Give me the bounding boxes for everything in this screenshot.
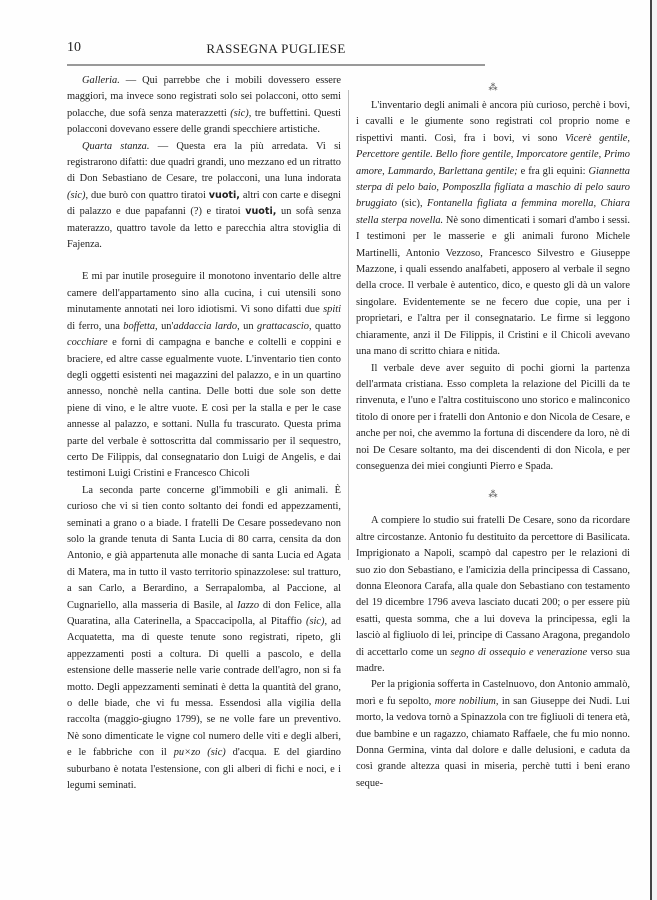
page-header bbox=[67, 40, 485, 60]
right-column bbox=[356, 98, 630, 792]
paragraph-quarta-stanza: Quarta stanza. — Questa era la più arredata. Vi si registrarono difatti: due quadri grandi, uno mezzano ed un ritratto di Don Sebastiano de Cesare, tre polacconi, una luna indorata (sic), due burò con quattro tiratoi vuoti, altri con carte e disegni di palazzo e due papafanni (?) e tiratoi vuoti, un sofà senza materazzo, quattro tavole da letto e parecchia altra stoviglia di Fajenza. bbox=[67, 140, 341, 251]
section-head-galleria: Galleria. bbox=[82, 75, 120, 86]
section-separator-asterism: ⁂ bbox=[488, 489, 498, 500]
paragraph-animali: L'inventario degli animali è ancora più curioso, perchè i bovi, i cavalli e le giumente sono registrati col proprio nome e rispettivi manti. Così, fra i bovi, vi sono Vicerè gentile, Percettore gentile. Bello fiore gentile, Imporcatore gentile, Primo amore, Lammardo, Barlettana gentile; e fra gli equini: Giannetta sterpa di pelo baio, Pomposzlla figliata a maschio di pelo sauro bruggiato (sic), Fontanella figliata a femmina morella, Chiara stella sterpa novella. Nè sono dimenticati i somari d'ambo i sessi. I testimoni per le masserie e gli animali furono Michele Martinelli, Antonio Vezzoso, Francesco Silvestro e Giuseppe Mazzone, i quali essendo analfabeti, apposero al verbale il segno della croce. Il verbale è autentico, dico, e questo gli dà un valore singolare. Evidentemente se ne fecero due copie, una per i proprietari, e l'altra per il consegnatario. Le firme si leggono chiaramente, anzi il De Filippis, il Cristini e il Chicoli avevano una mano di scritto chiara e nitida. bbox=[356, 100, 631, 358]
header-rule bbox=[67, 64, 485, 66]
section-separator-asterism: ⁂ bbox=[488, 82, 498, 92]
paragraph-circostanze: A compiere lo studio sui fratelli De Cesare, sono da ricordare altre circostanze. Antonio fu destituito da percettore di Basilicata. Imprigionato a Napoli, scampò dal capestro per le relazioni di suo zio don Sebastiano, e l'amicizia della principessa di Cassano, donna Eleonora Carafa, alla quale don Sebastiano con testamento del 19 dicembre 1796 aveva lasciato ducati 200; o per essere più esatti, questa somma, che a lui doveva la principessa, egli la lasciò al figliuolo di lei, principe di Cassano Aragona, pregandolo di accettarlo come un segno di ossequio e venerazione verso sua madre. bbox=[356, 515, 630, 674]
paragraph-galleria: Galleria. — Qui parrebbe che i mobili dovessero essere maggiori, ma invece sono registrati solo sei polacconi, otto semi polacche, due sofà senza materazzetti (sic), tre buffettini. Questi polacconi dovevano essere delle grandi specchiere artistiche. bbox=[67, 75, 341, 136]
left-column bbox=[67, 73, 341, 794]
paragraph-inventario: E mi par inutile proseguire il monotono inventario delle altre camere dell'appartamento sino alla cucina, i cui utensili sono minutamente annotati nei loro idiotismi. Vi sono difatti due spiti di ferro, una boffetta, un'addaccia lardo, un grattacascio, quatto cocchiare e forni di campagna e banche e coltelli e coppini e braciere, ed altre casse egualmente vuote. L'inventario tien conto degli oggetti esistenti nei magazzini del palazzo, e in un quartino annesso, nonchè nella cantina. Delle botti due sole son dette piene di vino, e le altre vuote. E così per la stalla e per le case annesse al palazzo, e sottani. Nulla fu trascurato. Questa prima parte del verbale è sottoscritta dal commissario per il sequestro, certo De Filippis, dal consegnatario don Luigi de Angelis, e dai testimoni Luigi Cristini e Francesco Chicoli bbox=[67, 271, 341, 480]
bold-word: vuoti, bbox=[245, 206, 277, 218]
paragraph-verbale: Il verbale deve aver seguito di pochi giorni la partenza dell'armata cristiana. Esso completa la relazione del Picilli da te rinvenuta, e l'uno e l'altra costituiscono uno storico e malinconico titolo di onore per i fratelli don Antonio e don Nicola de Cesare, e anche per noi, che avemmo la fortuna di discendere da loro, nè di noi De Cesare soltanto, ma dei discendenti di don Nicola, e per conseguenza dei miei congiunti Pierro e Spada. bbox=[356, 362, 630, 472]
column-divider bbox=[348, 90, 349, 560]
bold-word: vuoti, bbox=[208, 189, 240, 201]
page-edge-shade bbox=[652, 0, 657, 900]
section-head-quarta-stanza: Quarta stanza. bbox=[82, 140, 150, 152]
running-title: RASSEGNA PUGLIESE bbox=[206, 41, 346, 56]
page-number: 10 bbox=[67, 40, 81, 55]
paragraph-prigionia: Per la prigionia sofferta in Castelnuovo, don Antonio ammalò, morì e fu sepolto, more nobilium, in san Giuseppe dei Nudi. Lui morto, la vedova tornò a Spinazzola con tre figliuoli di tenera età, due bambine e un ragazzo, chiamato Raffaele, che fu mio nonno. Donna Germina, vinta dal dolore e dalle delusioni, e caduta da così grande altezza quasi in miseria, perchè tutti i beni erano seque- bbox=[356, 679, 630, 789]
paragraph-seconda-parte: La seconda parte concerne gl'immobili e gli animali. È curioso che vi si tien conto soltanto dei fondi ed appezzamenti, seminati a grano o a biade. I fratelli De Cesare possedevano non solo la grande tenuta di Santa Lucia di 80 carra, censita da don Antonio, e già appartenuta alle monache di santa Lucia ed Agata di Matera, ma in tutto il vasto territorio spinazzolese: sul tratturo, a san Carlo, a Berardino, a Serrapalomba, al Paccione, al Cugnariello, alla masseria di Basile, al Iazzo di don Felice, alla Quaratina, alla Caterinella, a Spaccacipolla, al Pitaffio (sic), ad Acquatetta, ma di queste tenute sono registrati, ripeto, gli appezzamenti posti a coltura. Di quelli a pascolo, e della estensione delle masserie nelle varie contrade dell'agro, non si fa motto. Degli appezzamenti seminati è detta la quantità del grano, o delle biade, che vi fu messa. Essendosi alla vigilia della raccolta (maggio-giugno 1799), se ne volle fare un preventivo. Nè sono dimenticate le vigne col numero delle viti e degli alberi, e le fabbriche con il pu×zo (sic) d'acqua. E del giardino suburbano è notata l'estensione, con gli alberi di fichi e noci, e i legumi seminati. bbox=[67, 484, 341, 792]
